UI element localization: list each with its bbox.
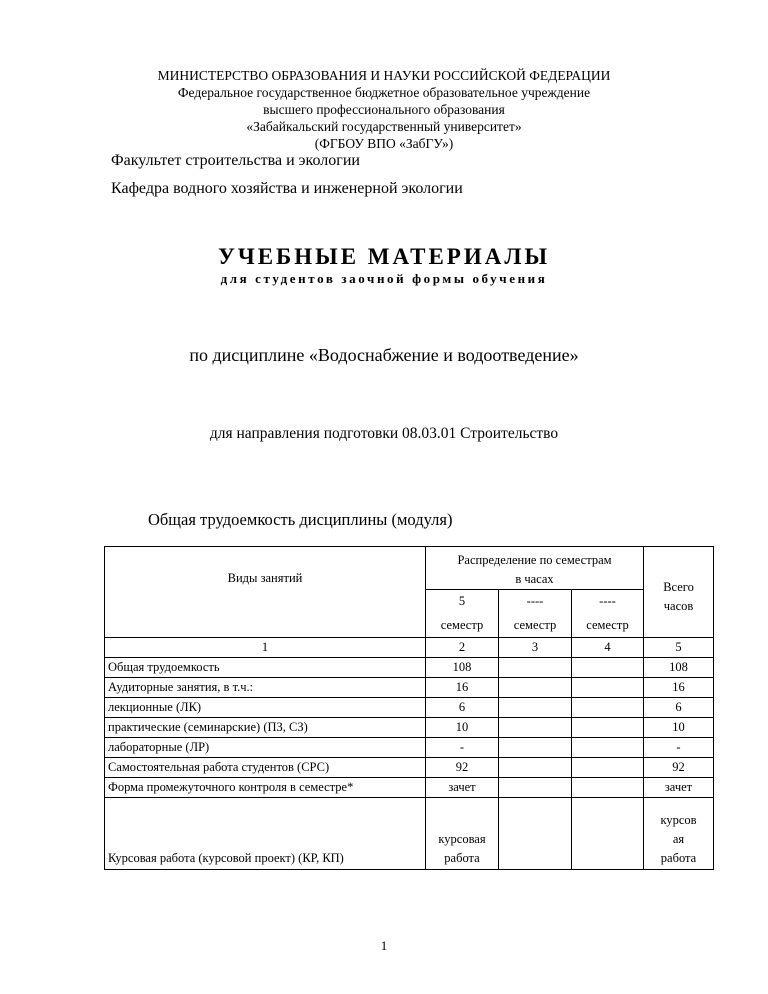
row-s3 <box>572 778 644 798</box>
index-cell: 5 <box>644 638 714 658</box>
table-row <box>105 678 714 698</box>
row-s1: зачет <box>426 778 499 798</box>
header-distribution-line2: в часах <box>515 572 554 586</box>
index-cell: 1 <box>105 638 426 658</box>
row-s3 <box>572 698 644 718</box>
ministry-heading: МИНИСТЕРСТВО ОБРАЗОВАНИЯ И НАУКИ РОССИЙСКОЙ ФЕДЕРАЦИИ <box>157 68 611 83</box>
row-s1: 108 <box>426 658 499 678</box>
discipline-line: по дисциплине «Водоснабжение и водоотведение» <box>189 345 579 365</box>
index-cell: 3 <box>499 638 572 658</box>
header-distribution-cell <box>426 547 644 590</box>
row-s1-line: работа <box>444 851 480 865</box>
row-s3 <box>572 738 644 758</box>
row-total: 16 <box>644 678 714 698</box>
department-line: Кафедра водного хозяйства и инженерной экологии <box>111 180 463 197</box>
row-label: лекционные (ЛК) <box>105 698 426 718</box>
header-kinds: Виды занятий <box>227 570 303 585</box>
document-title: УЧЕБНЫЕ МАТЕРИАЛЫ <box>217 244 551 269</box>
table-caption: Общая трудоемкость дисциплины (модуля) <box>148 510 453 529</box>
row-s3 <box>572 678 644 698</box>
row-label: Общая трудоемкость <box>105 658 426 678</box>
table-semester-row <box>105 590 714 638</box>
row-s2 <box>499 738 572 758</box>
page-number: 1 <box>380 938 388 953</box>
row-s2 <box>499 698 572 718</box>
semester-number: ---- <box>599 594 616 608</box>
semester-cell <box>426 590 499 638</box>
table-header-row <box>105 547 714 590</box>
header-distribution-line1: Распределение по семестрам <box>457 553 612 567</box>
university-abbr: (ФГБОУ ВПО «ЗабГУ») <box>314 136 454 151</box>
institution-line: высшего профессионального образования <box>263 102 505 117</box>
row-label: Форма промежуточного контроля в семестре* <box>105 778 426 798</box>
row-label: Курсовая работа (курсовой проект) (КР, КП) <box>105 798 426 870</box>
semester-cell <box>572 590 644 638</box>
header-total-cell <box>644 547 714 638</box>
header-kinds-cell <box>105 547 426 590</box>
row-label: практические (семинарские) (ПЗ, СЗ) <box>105 718 426 738</box>
row-s2 <box>499 798 572 870</box>
index-cell: 4 <box>572 638 644 658</box>
semester-number: 5 <box>458 594 466 608</box>
row-total: 92 <box>644 758 714 778</box>
row-total: 6 <box>644 698 714 718</box>
semester-number: ---- <box>526 594 544 608</box>
row-s1 <box>426 798 499 870</box>
empty-cell <box>105 590 426 638</box>
row-total-line: курсов <box>660 813 697 827</box>
row-total: - <box>644 738 714 758</box>
row-s1: 6 <box>426 698 499 718</box>
row-total: 10 <box>644 718 714 738</box>
table-row <box>105 738 714 758</box>
row-label: лабораторные (ЛР) <box>105 738 426 758</box>
semester-word: семестр <box>440 618 484 632</box>
table-row <box>105 758 714 778</box>
row-s2 <box>499 758 572 778</box>
index-cell: 2 <box>426 638 499 658</box>
faculty-line: Факультет строительства и экологии <box>111 152 360 169</box>
row-total-line: ая <box>672 832 685 846</box>
institution-line: Федеральное государственное бюджетное образовательное учреждение <box>177 85 591 100</box>
row-s1: - <box>426 738 499 758</box>
row-s2 <box>499 658 572 678</box>
row-s3 <box>572 758 644 778</box>
row-s2 <box>499 678 572 698</box>
university-name: «Забайкальский государственный университет» <box>246 119 522 134</box>
row-total: 108 <box>644 658 714 678</box>
row-s1-line: курсовая <box>438 832 486 846</box>
row-s1: 16 <box>426 678 499 698</box>
row-s2 <box>499 778 572 798</box>
table-row <box>105 658 714 678</box>
table-row <box>105 798 714 870</box>
row-s1: 92 <box>426 758 499 778</box>
header-total-line2: часов <box>663 599 694 613</box>
row-s1: 10 <box>426 718 499 738</box>
row-s3 <box>572 798 644 870</box>
document-subtitle: для студентов заочной формы обучения <box>220 271 548 286</box>
row-label: Аудиторные занятия, в т.ч.: <box>105 678 426 698</box>
row-s2 <box>499 718 572 738</box>
table-index-row <box>105 638 714 658</box>
direction-line: для направления подготовки 08.03.01 Строительство <box>209 425 559 442</box>
row-total <box>644 798 714 870</box>
header-total-line1: Всего <box>663 580 694 594</box>
row-label: Самостоятельная работа студентов (СРС) <box>105 758 426 778</box>
row-s3 <box>572 718 644 738</box>
row-s3 <box>572 658 644 678</box>
table-row <box>105 698 714 718</box>
semester-word: семестр <box>586 618 629 632</box>
workload-table <box>104 546 714 870</box>
row-total-line: работа <box>660 851 697 865</box>
semester-cell <box>499 590 572 638</box>
table-row <box>105 778 714 798</box>
row-total: зачет <box>644 778 714 798</box>
semester-word: семестр <box>513 618 557 632</box>
table-row <box>105 718 714 738</box>
